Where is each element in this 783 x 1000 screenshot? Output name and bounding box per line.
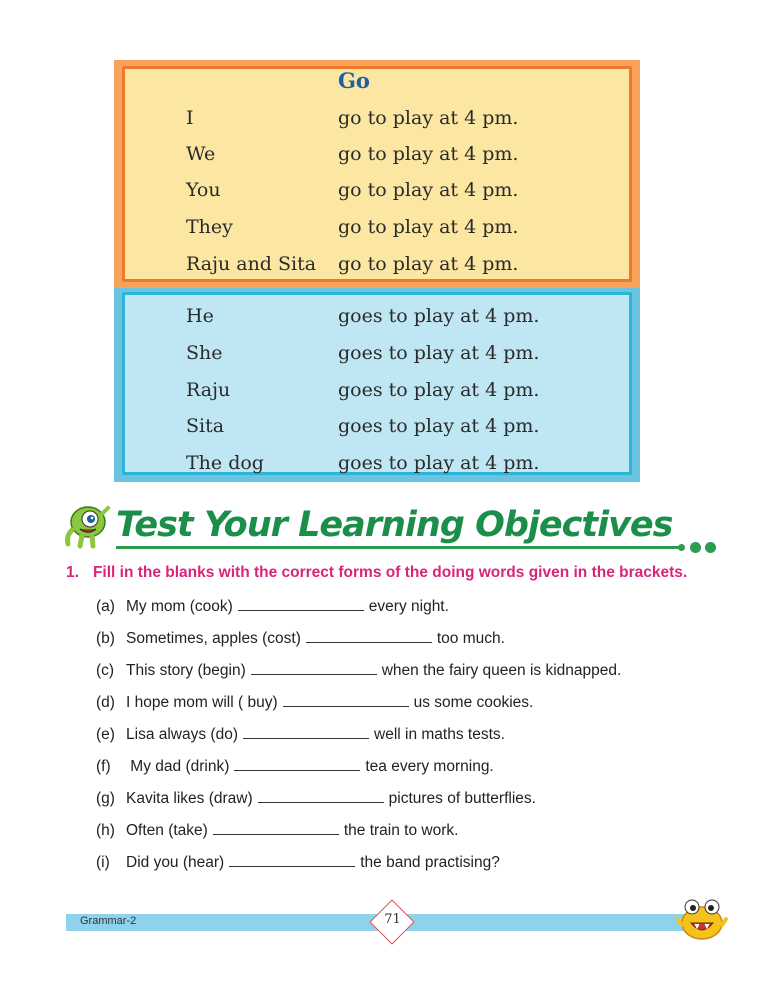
go-subject: We (186, 143, 216, 165)
page-number: 71 (384, 912, 401, 927)
exercise-item (96, 596, 449, 617)
question-number: 1. (66, 564, 79, 581)
exercise-item (96, 692, 533, 713)
answer-blank[interactable] (243, 724, 369, 739)
answer-blank[interactable] (229, 852, 355, 867)
item-prompt: Did you (hear) (126, 854, 225, 871)
item-ending: us some cookies. (413, 694, 534, 711)
book-title: Grammar-2 (80, 915, 137, 927)
answer-blank[interactable] (283, 692, 409, 707)
goes-subject: Raju (186, 379, 231, 401)
underline-dot (705, 542, 716, 553)
item-label: (i) (96, 854, 110, 871)
exercise-item (96, 852, 500, 873)
item-ending: tea every morning. (365, 758, 494, 775)
goes-subject: He (186, 305, 214, 327)
go-sentence: go to play at 4 pm. (338, 253, 519, 275)
go-sentence: go to play at 4 pm. (338, 179, 519, 201)
item-ending: pictures of butterflies. (388, 790, 536, 807)
underline-dot (690, 542, 701, 553)
goes-sentence: goes to play at 4 pm. (338, 379, 540, 401)
item-label: (a) (96, 598, 115, 615)
goes-sentence: goes to play at 4 pm. (338, 342, 540, 364)
goes-subject: She (186, 342, 223, 364)
go-sentence: go to play at 4 pm. (338, 143, 519, 165)
answer-blank[interactable] (213, 820, 339, 835)
goes-subject: Sita (186, 415, 225, 437)
item-ending: too much. (436, 630, 505, 647)
yellow-monster-mascot-icon (676, 895, 728, 941)
item-prompt: I hope mom will ( buy) (126, 694, 278, 711)
item-prompt: My dad (drink) (126, 758, 230, 775)
item-prompt: My mom (cook) (126, 598, 233, 615)
go-sentence: go to play at 4 pm. (338, 216, 519, 238)
item-label: (d) (96, 694, 115, 711)
item-label: (e) (96, 726, 115, 743)
exercise-item (96, 724, 505, 745)
item-ending: every night. (368, 598, 449, 615)
exercise-item (96, 788, 536, 809)
exercise-item (96, 660, 621, 681)
item-prompt: Sometimes, apples (cost) (126, 630, 301, 647)
section-heading: Test Your Learning Objectives (116, 505, 673, 545)
item-label: (c) (96, 662, 115, 679)
heading-underline (116, 546, 681, 549)
go-subject: I (186, 107, 194, 129)
item-label: (f) (96, 758, 111, 775)
goes-sentence: goes to play at 4 pm. (338, 415, 540, 437)
item-ending: the band practising? (360, 854, 500, 871)
answer-blank[interactable] (258, 788, 384, 803)
exercise-instruction (66, 564, 687, 582)
item-prompt: Kavita likes (draw) (126, 790, 253, 807)
underline-dot (678, 544, 685, 551)
go-subject: You (186, 179, 221, 201)
item-ending: the train to work. (343, 822, 459, 839)
item-prompt: This story (begin) (126, 662, 246, 679)
item-label: (g) (96, 790, 115, 807)
exercise-item (96, 756, 494, 777)
item-prompt: Lisa always (do) (126, 726, 238, 743)
goes-subject: The dog (186, 452, 264, 474)
instruction-text: Fill in the blanks with the correct forms of the doing words given in the brackets. (92, 564, 688, 581)
answer-blank[interactable] (306, 628, 432, 643)
go-table-heading: Go (338, 68, 370, 93)
item-ending: when the fairy queen is kidnapped. (381, 662, 622, 679)
go-subject: They (186, 216, 233, 238)
exercise-item (96, 820, 458, 841)
item-ending: well in maths tests. (374, 726, 505, 743)
go-table-inner (122, 66, 632, 282)
item-prompt: Often (take) (126, 822, 208, 839)
goes-sentence: goes to play at 4 pm. (338, 305, 540, 327)
go-sentence: go to play at 4 pm. (338, 107, 519, 129)
goes-sentence: goes to play at 4 pm. (338, 452, 540, 474)
answer-blank[interactable] (251, 660, 377, 675)
green-monster-mascot-icon (62, 500, 112, 550)
exercise-item (96, 628, 505, 649)
item-label: (h) (96, 822, 115, 839)
answer-blank[interactable] (234, 756, 360, 771)
go-subject: Raju and Sita (186, 253, 317, 275)
answer-blank[interactable] (238, 596, 364, 611)
item-label: (b) (96, 630, 115, 647)
